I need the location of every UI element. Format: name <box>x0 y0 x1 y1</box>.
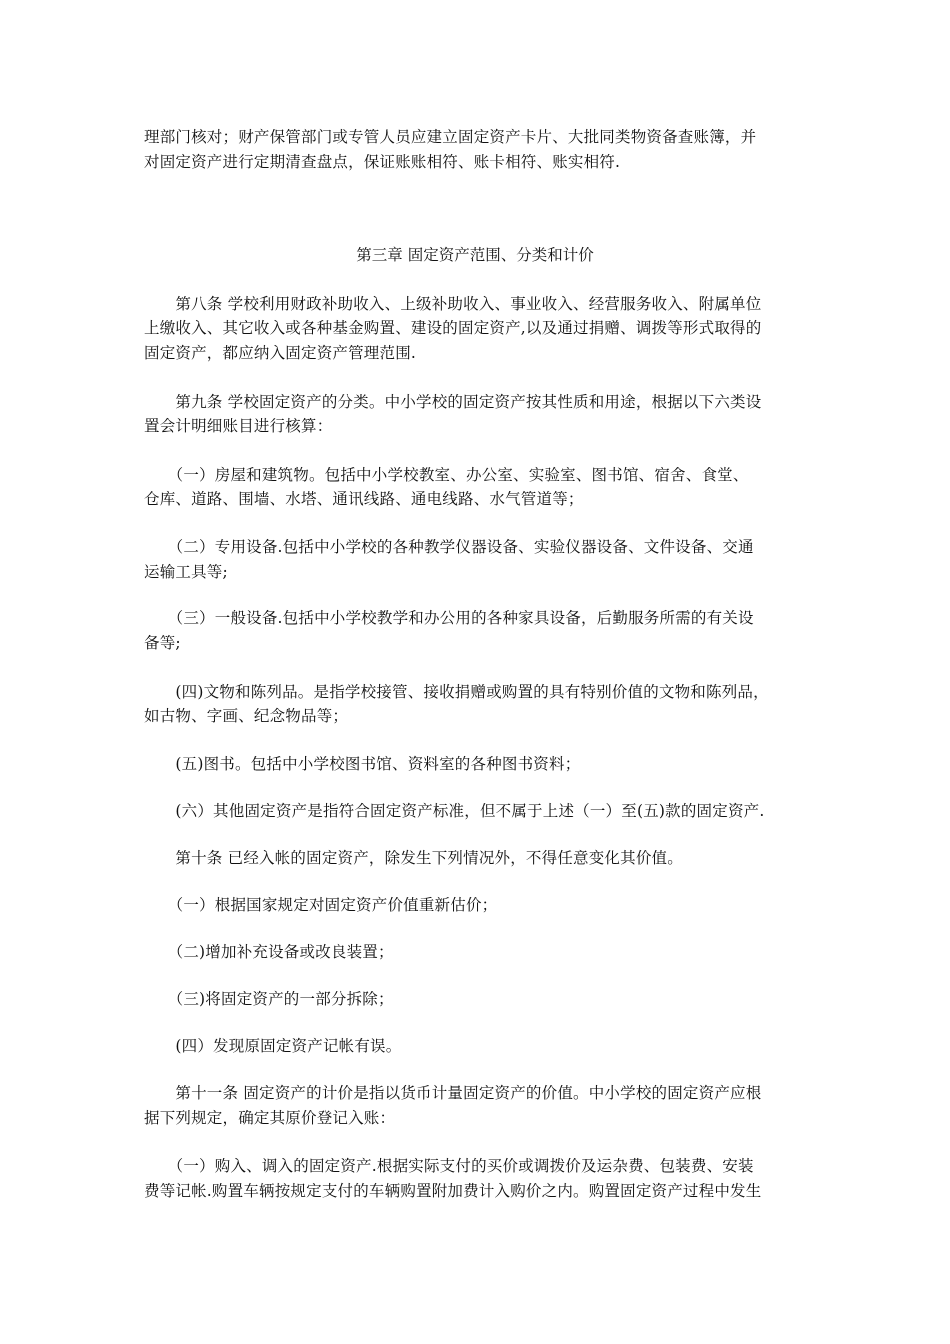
text-line: 如古物、字画、纪念物品等； <box>144 707 349 725</box>
text-line: (四)文物和陈列品。是指学校接管、接收捐赠或购置的具有特别价值的文物和陈列品， <box>144 683 769 701</box>
text-line: 备等; <box>144 634 181 652</box>
text-line: (四）发现原固定资产记帐有误。 <box>144 1037 402 1055</box>
text-line: (五)图书。包括中小学校图书馆、资料室的各种图书资料； <box>144 755 581 773</box>
text-line: 对固定资产进行定期清查盘点，保证账账相符、账卡相符、账实相符. <box>144 153 621 171</box>
text-line: 第十条 已经入帐的固定资产，除发生下列情况外，不得任意变化其价值。 <box>144 849 683 867</box>
text-line: （一）根据国家规定对固定资产价值重新估价； <box>144 896 498 914</box>
text-line: (六）其他固定资产是指符合固定资产标准，但不属于上述（一）至(五)款的固定资产. <box>144 802 765 820</box>
text-line: （一）购入、调入的固定资产.根据实际支付的买价或调拨价及运杂费、包装费、安装 <box>144 1157 754 1175</box>
text-line: 固定资产，都应纳入固定资产管理范围. <box>144 344 417 362</box>
text-line: 第九条 学校固定资产的分类。中小学校的固定资产按其性质和用途，根据以下六类设 <box>144 393 762 411</box>
text-line: （二）专用设备.包括中小学校的各种教学仪器设备、实验仪器设备、文件设备、交通 <box>144 538 754 556</box>
text-line: （三）一般设备.包括中小学校教学和办公用的各种家具设备，后勤服务所需的有关设 <box>144 609 754 627</box>
text-line: （三)将固定资产的一部分拆除； <box>144 990 394 1008</box>
text-line: 运输工具等; <box>144 563 228 581</box>
chapter-heading: 第三章 固定资产范围、分类和计价 <box>356 246 594 264</box>
text-line: 置会计明细账目进行核算： <box>144 417 333 435</box>
text-line: 费等记帐.购置车辆按规定支付的车辆购置附加费计入购价之内。购置固定资产过程中发生 <box>144 1182 762 1200</box>
text-line: （一）房屋和建筑物。包括中小学校教室、办公室、实验室、图书馆、宿舍、食堂、 <box>144 466 749 484</box>
text-line: 上缴收入、其它收入或各种基金购置、建设的固定资产,以及通过捐赠、调拨等形式取得的 <box>144 319 762 337</box>
text-line: 第八条 学校利用财政补助收入、上级补助收入、事业收入、经营服务收入、附属单位 <box>144 295 762 313</box>
text-line: （二)增加补充设备或改良装置； <box>144 943 394 961</box>
text-line: 第十一条 固定资产的计价是指以货币计量固定资产的价值。中小学校的固定资产应根 <box>144 1084 762 1102</box>
text-line: 仓库、道路、围墙、水塔、通讯线路、通电线路、水气管道等； <box>144 490 584 508</box>
text-line: 理部门核对；财产保管部门或专管人员应建立固定资产卡片、大批同类物资备查账簿，并 <box>144 128 757 146</box>
text-line: 据下列规定，确定其原价登记入账： <box>144 1109 396 1127</box>
